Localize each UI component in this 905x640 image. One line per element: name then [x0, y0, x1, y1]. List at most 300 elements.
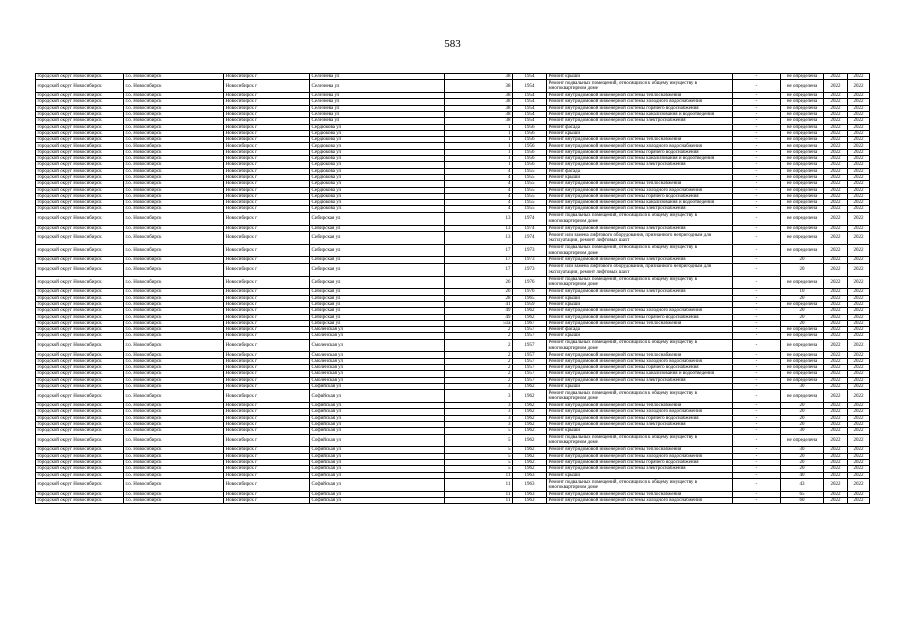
build-year-cell: 1954 — [513, 80, 547, 93]
dash-cell: - — [733, 200, 781, 206]
value-cell: не определена — [781, 333, 824, 339]
dash-cell: - — [733, 80, 781, 93]
city-cell: Новосибирск г — [224, 225, 310, 231]
work-type-cell: Ремонт внутридомовой инженерной системы холодного водоснабжения — [547, 308, 733, 314]
municipality-cell: г.о. Новосибирск — [124, 295, 224, 301]
dash-cell: - — [733, 174, 781, 180]
dash-cell: - — [733, 206, 781, 212]
district-cell: городской округ Новосибирск — [36, 421, 124, 427]
city-cell: Новосибирск г — [224, 212, 310, 225]
house-number-cell: 11 — [445, 497, 513, 503]
house-number-cell: 1 — [445, 149, 513, 155]
street-cell: Сибирская ул — [310, 301, 445, 307]
city-cell: Новосибирск г — [224, 352, 310, 358]
house-number-cell: 4 — [445, 206, 513, 212]
house-number-cell: 5 — [445, 428, 513, 434]
street-cell: Сердюкова ул — [310, 168, 445, 174]
city-cell: Новосибирск г — [224, 409, 310, 415]
dash-cell: - — [733, 162, 781, 168]
city-cell: Новосибирск г — [224, 187, 310, 193]
work-type-cell: Ремонт внутридомовой инженерной системы холодного водоснабжения — [547, 409, 733, 415]
value-cell: не определена — [781, 99, 824, 105]
municipality-cell: г.о. Новосибирск — [124, 143, 224, 149]
year-from-cell: 2022 — [824, 327, 848, 333]
year-to-cell: 2022 — [848, 93, 870, 99]
municipality-cell: г.о. Новосибирск — [124, 231, 224, 244]
street-cell: Сердюкова ул — [310, 149, 445, 155]
build-year-cell: 1954 — [513, 118, 547, 124]
build-year-cell: 1956 — [513, 149, 547, 155]
year-from-cell: 2022 — [824, 301, 848, 307]
municipality-cell: г.о. Новосибирск — [124, 162, 224, 168]
value-cell: не определена — [781, 200, 824, 206]
work-type-cell: Ремонт внутридомовой инженерной системы канализования и водоотведения — [547, 156, 733, 162]
dash-cell: - — [733, 231, 781, 244]
year-to-cell: 2022 — [848, 377, 870, 383]
dash-cell: - — [733, 333, 781, 339]
city-cell: Новосибирск г — [224, 365, 310, 371]
year-to-cell: 2022 — [848, 137, 870, 143]
house-number-cell: 2 — [445, 339, 513, 352]
city-cell: Новосибирск г — [224, 276, 310, 289]
year-from-cell: 2022 — [824, 434, 848, 447]
value-cell: не определена — [781, 358, 824, 364]
district-cell: городской округ Новосибирск — [36, 327, 124, 333]
year-from-cell: 2022 — [824, 295, 848, 301]
work-type-cell: Ремонт внутридомовой инженерной системы теплоснабжения — [547, 93, 733, 99]
street-cell: Софийская ул — [310, 434, 445, 447]
dash-cell: - — [733, 130, 781, 136]
city-cell: Новосибирск г — [224, 93, 310, 99]
build-year-cell: 1962 — [513, 453, 547, 459]
value-cell: 20 — [781, 257, 824, 263]
dash-cell: - — [733, 276, 781, 289]
year-from-cell: 2022 — [824, 174, 848, 180]
year-from-cell: 2022 — [824, 231, 848, 244]
street-cell: Сердюкова ул — [310, 181, 445, 187]
year-from-cell: 2022 — [824, 333, 848, 339]
house-number-cell: 4 — [445, 181, 513, 187]
repair-table — [35, 73, 870, 504]
year-from-cell: 2022 — [824, 200, 848, 206]
street-cell: Сердюкова ул — [310, 187, 445, 193]
street-cell: Сибирская ул — [310, 225, 445, 231]
value-cell: не определена — [781, 149, 824, 155]
house-number-cell: 1 — [445, 130, 513, 136]
year-from-cell: 2022 — [824, 415, 848, 421]
value-cell: 20 — [781, 409, 824, 415]
build-year-cell: 1962 — [513, 447, 547, 453]
year-to-cell: 2022 — [848, 421, 870, 427]
year-from-cell: 2022 — [824, 403, 848, 409]
build-year-cell: 1963 — [513, 497, 547, 503]
dash-cell: - — [733, 289, 781, 295]
district-cell: городской округ Новосибирск — [36, 206, 124, 212]
work-type-cell: Ремонт крыши — [547, 295, 733, 301]
district-cell: городской округ Новосибирск — [36, 162, 124, 168]
municipality-cell: г.о. Новосибирск — [124, 181, 224, 187]
build-year-cell: 1974 — [513, 212, 547, 225]
value-cell: 20 — [781, 421, 824, 427]
district-cell: городской округ Новосибирск — [36, 143, 124, 149]
year-from-cell: 2022 — [824, 74, 848, 80]
work-type-cell: Ремонт внутридомовой инженерной системы теплоснабжения — [547, 447, 733, 453]
build-year-cell: 1963 — [513, 472, 547, 478]
table-row — [36, 478, 870, 491]
district-cell: городской округ Новосибирск — [36, 263, 124, 276]
district-cell: городской округ Новосибирск — [36, 225, 124, 231]
table-row — [36, 497, 870, 503]
table-row — [36, 339, 870, 352]
build-year-cell: 1962 — [513, 308, 547, 314]
city-cell: Новосибирск г — [224, 149, 310, 155]
year-from-cell: 2022 — [824, 162, 848, 168]
value-cell: не определена — [781, 156, 824, 162]
street-cell: Сибирская ул — [310, 263, 445, 276]
year-to-cell: 2022 — [848, 149, 870, 155]
work-type-cell: Ремонт внутридомовой инженерной системы электроснабжения — [547, 377, 733, 383]
district-cell: городской округ Новосибирск — [36, 447, 124, 453]
municipality-cell: г.о. Новосибирск — [124, 320, 224, 326]
value-cell: не определена — [781, 377, 824, 383]
year-to-cell: 2022 — [848, 118, 870, 124]
year-from-cell: 2022 — [824, 314, 848, 320]
city-cell: Новосибирск г — [224, 143, 310, 149]
dash-cell: - — [733, 421, 781, 427]
city-cell: Новосибирск г — [224, 314, 310, 320]
value-cell: 20 — [781, 403, 824, 409]
build-year-cell: 1962 — [513, 314, 547, 320]
city-cell: Новосибирск г — [224, 263, 310, 276]
work-type-cell: Ремонт внутридомовой инженерной системы электроснабжения — [547, 225, 733, 231]
year-from-cell: 2022 — [824, 466, 848, 472]
district-cell: городской округ Новосибирск — [36, 314, 124, 320]
street-cell: Селезнева ул — [310, 105, 445, 111]
year-from-cell: 2022 — [824, 390, 848, 403]
year-from-cell: 2022 — [824, 137, 848, 143]
district-cell: городской округ Новосибирск — [36, 308, 124, 314]
year-to-cell: 2022 — [848, 143, 870, 149]
value-cell: не определена — [781, 80, 824, 93]
work-type-cell: Ремонт подвальных помещений, относящихся к общему имуществу в многоквартирном доме — [547, 390, 733, 403]
work-type-cell: Ремонт крыши — [547, 301, 733, 307]
work-type-cell: Ремонт подвальных помещений, относящихся к общему имуществу в многоквартирном доме — [547, 80, 733, 93]
house-number-cell: 11 — [445, 478, 513, 491]
district-cell: городской округ Новосибирск — [36, 320, 124, 326]
build-year-cell: 1962 — [513, 383, 547, 389]
municipality-cell: г.о. Новосибирск — [124, 137, 224, 143]
city-cell: Новосибирск г — [224, 244, 310, 257]
year-from-cell: 2022 — [824, 289, 848, 295]
year-to-cell: 2022 — [848, 295, 870, 301]
year-to-cell: 2022 — [848, 212, 870, 225]
dash-cell: - — [733, 225, 781, 231]
year-from-cell: 2022 — [824, 365, 848, 371]
work-type-cell: Ремонт внутридомовой инженерной системы теплоснабжения — [547, 320, 733, 326]
build-year-cell: 1957 — [513, 377, 547, 383]
house-number-cell: 3 — [445, 421, 513, 427]
year-from-cell: 2022 — [824, 472, 848, 478]
house-number-cell: 13 — [445, 212, 513, 225]
district-cell: городской округ Новосибирск — [36, 111, 124, 117]
city-cell: Новосибирск г — [224, 111, 310, 117]
municipality-cell: г.о. Новосибирск — [124, 491, 224, 497]
build-year-cell: 1957 — [513, 327, 547, 333]
year-from-cell: 2022 — [824, 383, 848, 389]
dash-cell: - — [733, 244, 781, 257]
table-row — [36, 390, 870, 403]
work-type-cell: Ремонт крыши — [547, 472, 733, 478]
build-year-cell: 1955 — [513, 187, 547, 193]
year-from-cell: 2022 — [824, 491, 848, 497]
street-cell: Софийская ул — [310, 478, 445, 491]
district-cell: городской округ Новосибирск — [36, 472, 124, 478]
year-to-cell: 2022 — [848, 200, 870, 206]
municipality-cell: г.о. Новосибирск — [124, 466, 224, 472]
municipality-cell: г.о. Новосибирск — [124, 289, 224, 295]
dash-cell: - — [733, 415, 781, 421]
house-number-cell: 17 — [445, 257, 513, 263]
dash-cell: - — [733, 111, 781, 117]
city-cell: Новосибирск г — [224, 453, 310, 459]
year-to-cell: 2022 — [848, 428, 870, 434]
city-cell: Новосибирск г — [224, 257, 310, 263]
year-from-cell: 2022 — [824, 320, 848, 326]
city-cell: Новосибирск г — [224, 358, 310, 364]
dash-cell: - — [733, 187, 781, 193]
district-cell: городской округ Новосибирск — [36, 231, 124, 244]
street-cell: Сибирская ул — [310, 320, 445, 326]
street-cell: Сердюкова ул — [310, 143, 445, 149]
district-cell: городской округ Новосибирск — [36, 137, 124, 143]
house-number-cell: 38 — [445, 118, 513, 124]
build-year-cell: 1955 — [513, 174, 547, 180]
house-number-cell: 2 — [445, 352, 513, 358]
work-type-cell: Ремонт внутридомовой инженерной системы холодного водоснабжения — [547, 99, 733, 105]
year-to-cell: 2022 — [848, 327, 870, 333]
city-cell: Новосибирск г — [224, 466, 310, 472]
district-cell: городской округ Новосибирск — [36, 244, 124, 257]
municipality-cell: г.о. Новосибирск — [124, 149, 224, 155]
dash-cell: - — [733, 181, 781, 187]
city-cell: Новосибирск г — [224, 333, 310, 339]
year-to-cell: 2022 — [848, 130, 870, 136]
dash-cell: - — [733, 365, 781, 371]
year-to-cell: 2022 — [848, 409, 870, 415]
build-year-cell: 1955 — [513, 181, 547, 187]
year-from-cell: 2022 — [824, 371, 848, 377]
build-year-cell: 1962 — [513, 415, 547, 421]
dash-cell: - — [733, 193, 781, 199]
district-cell: городской округ Новосибирск — [36, 491, 124, 497]
year-to-cell: 2022 — [848, 308, 870, 314]
year-to-cell: 2022 — [848, 99, 870, 105]
dash-cell: - — [733, 295, 781, 301]
municipality-cell: г.о. Новосибирск — [124, 174, 224, 180]
build-year-cell: 1962 — [513, 434, 547, 447]
value-cell: не определена — [781, 339, 824, 352]
street-cell: Сибирская ул — [310, 231, 445, 244]
year-to-cell: 2022 — [848, 466, 870, 472]
municipality-cell: г.о. Новосибирск — [124, 314, 224, 320]
street-cell: Сердюкова ул — [310, 124, 445, 130]
district-cell: городской округ Новосибирск — [36, 276, 124, 289]
dash-cell: - — [733, 390, 781, 403]
year-from-cell: 2022 — [824, 453, 848, 459]
city-cell: Новосибирск г — [224, 137, 310, 143]
city-cell: Новосибирск г — [224, 156, 310, 162]
house-number-cell: 26 — [445, 289, 513, 295]
build-year-cell: 1973 — [513, 244, 547, 257]
value-cell: не определена — [781, 187, 824, 193]
year-to-cell: 2022 — [848, 193, 870, 199]
district-cell: городской округ Новосибирск — [36, 403, 124, 409]
year-to-cell: 2022 — [848, 181, 870, 187]
build-year-cell: 1962 — [513, 409, 547, 415]
municipality-cell: г.о. Новосибирск — [124, 130, 224, 136]
street-cell: Смоленская ул — [310, 352, 445, 358]
dash-cell: - — [733, 308, 781, 314]
district-cell: городской округ Новосибирск — [36, 149, 124, 155]
street-cell: Софийская ул — [310, 421, 445, 427]
value-cell: не определена — [781, 327, 824, 333]
value-cell: не определена — [781, 111, 824, 117]
work-type-cell: Ремонт внутридомовой инженерной системы холодного водоснабжения — [547, 143, 733, 149]
city-cell: Новосибирск г — [224, 308, 310, 314]
street-cell: Селезнева ул — [310, 93, 445, 99]
dash-cell: - — [733, 118, 781, 124]
year-to-cell: 2022 — [848, 459, 870, 465]
year-from-cell: 2022 — [824, 244, 848, 257]
municipality-cell: г.о. Новосибирск — [124, 111, 224, 117]
year-to-cell: 2022 — [848, 74, 870, 80]
street-cell: Селезнева ул — [310, 111, 445, 117]
dash-cell: - — [733, 491, 781, 497]
municipality-cell: г.о. Новосибирск — [124, 168, 224, 174]
build-year-cell: 1955 — [513, 193, 547, 199]
dash-cell: - — [733, 453, 781, 459]
municipality-cell: г.о. Новосибирск — [124, 193, 224, 199]
house-number-cell: 51а — [445, 320, 513, 326]
district-cell: городской округ Новосибирск — [36, 130, 124, 136]
year-to-cell: 2022 — [848, 352, 870, 358]
year-to-cell: 2022 — [848, 301, 870, 307]
work-type-cell: Ремонт внутридомовой инженерной системы теплоснабжения — [547, 352, 733, 358]
city-cell: Новосибирск г — [224, 421, 310, 427]
value-cell: 30 — [781, 383, 824, 389]
dash-cell: - — [733, 105, 781, 111]
street-cell: Софийская ул — [310, 403, 445, 409]
district-cell: городской округ Новосибирск — [36, 377, 124, 383]
dash-cell: - — [733, 371, 781, 377]
value-cell: 20 — [781, 459, 824, 465]
municipality-cell: г.о. Новосибирск — [124, 80, 224, 93]
house-number-cell: 1 — [445, 124, 513, 130]
street-cell: Сибирская ул — [310, 257, 445, 263]
city-cell: Новосибирск г — [224, 193, 310, 199]
value-cell: не определена — [781, 168, 824, 174]
table-row — [36, 80, 870, 93]
street-cell: Сибирская ул — [310, 244, 445, 257]
year-from-cell: 2022 — [824, 80, 848, 93]
year-to-cell: 2022 — [848, 257, 870, 263]
municipality-cell: г.о. Новосибирск — [124, 200, 224, 206]
build-year-cell: 1955 — [513, 168, 547, 174]
year-to-cell: 2022 — [848, 225, 870, 231]
year-to-cell: 2022 — [848, 187, 870, 193]
year-to-cell: 2022 — [848, 156, 870, 162]
district-cell: городской округ Новосибирск — [36, 434, 124, 447]
district-cell: городской округ Новосибирск — [36, 415, 124, 421]
year-from-cell: 2022 — [824, 497, 848, 503]
dash-cell: - — [733, 124, 781, 130]
year-to-cell: 2022 — [848, 447, 870, 453]
year-from-cell: 2022 — [824, 377, 848, 383]
municipality-cell: г.о. Новосибирск — [124, 206, 224, 212]
year-to-cell: 2022 — [848, 383, 870, 389]
year-to-cell: 2022 — [848, 339, 870, 352]
city-cell: Новосибирск г — [224, 327, 310, 333]
street-cell: Сибирская ул — [310, 308, 445, 314]
municipality-cell: г.о. Новосибирск — [124, 301, 224, 307]
dash-cell: - — [733, 168, 781, 174]
street-cell: Селезнева ул — [310, 80, 445, 93]
street-cell: Сердюкова ул — [310, 174, 445, 180]
work-type-cell: Ремонт внутридомовой инженерной системы канализования и водоотведения — [547, 111, 733, 117]
work-type-cell: Ремонт подвальных помещений, относящихся к общему имуществу в многоквартирном доме — [547, 434, 733, 447]
dash-cell: - — [733, 263, 781, 276]
work-type-cell: Ремонт крыши — [547, 174, 733, 180]
street-cell: Софийская ул — [310, 497, 445, 503]
district-cell: городской округ Новосибирск — [36, 428, 124, 434]
district-cell: городской округ Новосибирск — [36, 93, 124, 99]
work-type-cell: Ремонт внутридомовой инженерной системы горячего водоснабжения — [547, 365, 733, 371]
district-cell: городской округ Новосибирск — [36, 466, 124, 472]
district-cell: городской округ Новосибирск — [36, 339, 124, 352]
build-year-cell: 1962 — [513, 403, 547, 409]
street-cell: Сибирская ул — [310, 212, 445, 225]
house-number-cell: 5 — [445, 466, 513, 472]
municipality-cell: г.о. Новосибирск — [124, 212, 224, 225]
city-cell: Новосибирск г — [224, 74, 310, 80]
city-cell: Новосибирск г — [224, 371, 310, 377]
district-cell: городской округ Новосибирск — [36, 478, 124, 491]
year-to-cell: 2022 — [848, 390, 870, 403]
year-from-cell: 2022 — [824, 459, 848, 465]
build-year-cell: 1974 — [513, 225, 547, 231]
district-cell: городской округ Новосибирск — [36, 156, 124, 162]
value-cell: не определена — [781, 174, 824, 180]
district-cell: городской округ Новосибирск — [36, 187, 124, 193]
build-year-cell: 1956 — [513, 130, 547, 136]
district-cell: городской округ Новосибирск — [36, 74, 124, 80]
build-year-cell: 1974 — [513, 231, 547, 244]
house-number-cell: 13 — [445, 231, 513, 244]
value-cell: 10 — [781, 289, 824, 295]
district-cell: городской округ Новосибирск — [36, 200, 124, 206]
build-year-cell: 1973 — [513, 263, 547, 276]
district-cell: городской округ Новосибирск — [36, 118, 124, 124]
city-cell: Новосибирск г — [224, 447, 310, 453]
year-to-cell: 2022 — [848, 497, 870, 503]
table-row — [36, 434, 870, 447]
city-cell: Новосибирск г — [224, 434, 310, 447]
work-type-cell: Ремонт крыши — [547, 130, 733, 136]
municipality-cell: г.о. Новосибирск — [124, 478, 224, 491]
municipality-cell: г.о. Новосибирск — [124, 409, 224, 415]
value-cell: не определена — [781, 193, 824, 199]
dash-cell: - — [733, 497, 781, 503]
